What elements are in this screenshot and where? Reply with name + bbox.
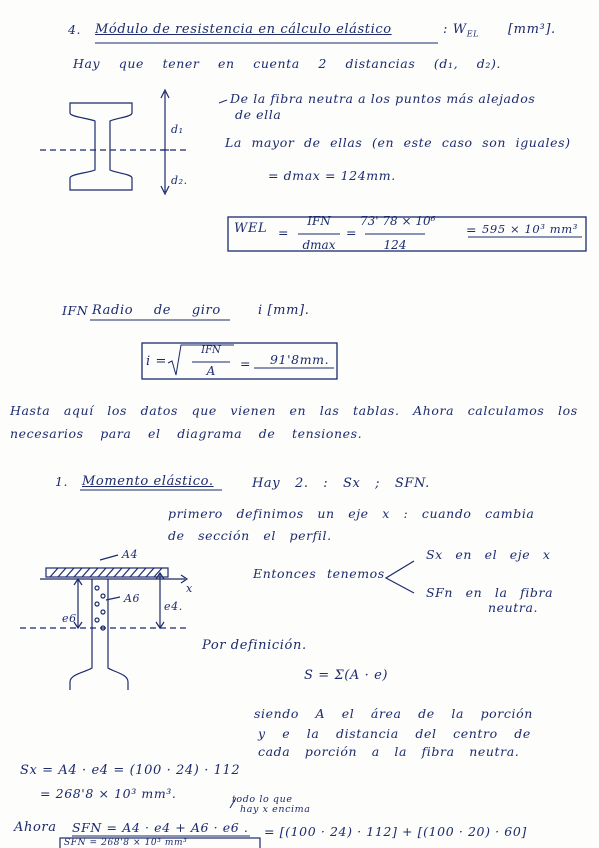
label-x: x bbox=[186, 582, 193, 595]
section-5-title: Radio de giro bbox=[92, 303, 221, 318]
section-4-title: Módulo de resistencia en cálculo elástico bbox=[95, 22, 392, 37]
radius-result: 91'8mm. bbox=[270, 352, 330, 367]
section-4-number: 4. bbox=[68, 22, 82, 37]
wel-eq2: = bbox=[346, 225, 358, 240]
section-figure bbox=[20, 555, 190, 690]
section-1-title: Momento elástico. bbox=[82, 474, 214, 489]
radius-den: A bbox=[206, 364, 216, 378]
sfn-substitution: = [(100 · 24) · 112] + [(100 · 20) · 60] bbox=[264, 824, 527, 839]
s1-entonces: Entonces tenemos bbox=[253, 566, 385, 581]
wel-result: 595 × 10³ mm³ bbox=[482, 222, 579, 236]
s1-sfn-2: neutra. bbox=[488, 600, 539, 615]
radius-eq: = bbox=[240, 356, 252, 371]
s4-arrow-text-1: De la fibra neutra a los puntos más alejados bbox=[230, 91, 536, 106]
wel-num2: 73' 78 × 10⁶ bbox=[360, 214, 436, 228]
wel-eq3: = bbox=[466, 222, 478, 237]
s1-siendo-1: siendo A el área de la porción bbox=[254, 706, 533, 721]
wel-lhs: WEL bbox=[234, 221, 268, 236]
sx-equation: Sx = A4 · e4 = (100 · 24) · 112 bbox=[20, 763, 241, 778]
section-1-number: 1. bbox=[55, 474, 69, 489]
label-e4: e4. bbox=[164, 600, 183, 613]
s1-sx: Sx en el eje x bbox=[426, 547, 551, 562]
radius-num: IFN bbox=[201, 345, 221, 356]
s4-mayor: La mayor de ellas (en este caso son iguales) bbox=[225, 135, 571, 150]
s4-dmax: = dmax = 124mm. bbox=[268, 168, 396, 183]
section-5-number: IFN bbox=[62, 303, 89, 318]
section-4-symbol: : $W_{EL}$ bbox=[443, 22, 480, 39]
para-line-2: necesarios para el diagrama de tensiones. bbox=[10, 426, 363, 441]
s1-def-2: de sección el perfil. bbox=[168, 528, 332, 543]
s1-S-formula: S = Σ(A · e) bbox=[304, 668, 389, 683]
label-a6: A6 bbox=[124, 592, 141, 605]
wel-num1: IFN bbox=[307, 214, 331, 228]
para-line-1: Hasta aquí los datos que vienen en las tablas. Ahora calculamos los bbox=[10, 403, 578, 418]
wel-den2: 124 bbox=[383, 238, 407, 252]
d2-label: d₂. bbox=[171, 174, 188, 187]
s4-arrow-text-2: de ella bbox=[235, 107, 282, 122]
section-5-symbol: i [mm]. bbox=[258, 303, 310, 318]
s1-def-1: primero definimos un eje x : cuando cambia bbox=[168, 506, 535, 521]
note-line-1: todo lo que bbox=[232, 794, 293, 805]
i-beam-figure bbox=[40, 90, 190, 194]
sfn-bottom-partial: SFN = 268'8 × 10³ mm³ bbox=[64, 838, 188, 848]
sfn-equation: SFN = A4 · e4 + A6 · e6 . bbox=[72, 820, 249, 835]
section-4-unit: [mm³]. bbox=[508, 22, 556, 37]
note-line-2: hay x encima bbox=[240, 804, 311, 815]
s1-sfn-1: SFn en la fibra bbox=[426, 585, 554, 600]
s1-pordef: Por definición. bbox=[202, 638, 307, 653]
s1-siendo-2: y e la distancia del centro de bbox=[258, 726, 531, 741]
sx-result: = 268'8 × 10³ mm³. bbox=[40, 786, 177, 801]
pointer-arrow-1 bbox=[219, 100, 227, 103]
s1-siendo-3: cada porción a la fibra neutra. bbox=[258, 744, 520, 759]
s4-line1: Hay que tener en cuenta 2 distancias (d₁, d₂). bbox=[73, 56, 502, 71]
label-e6: e6 bbox=[62, 612, 77, 625]
bracket-arrows bbox=[386, 561, 414, 593]
wel-eq1: = bbox=[278, 225, 290, 240]
section-1-rest: Hay 2. : Sx ; SFN. bbox=[252, 476, 430, 491]
radius-lhs: i = bbox=[146, 354, 167, 369]
wel-den1: dmax bbox=[302, 238, 336, 252]
ahora-label: Ahora bbox=[14, 820, 57, 835]
d1-label: d₁ bbox=[171, 123, 184, 136]
label-a4: A4 bbox=[122, 548, 139, 561]
